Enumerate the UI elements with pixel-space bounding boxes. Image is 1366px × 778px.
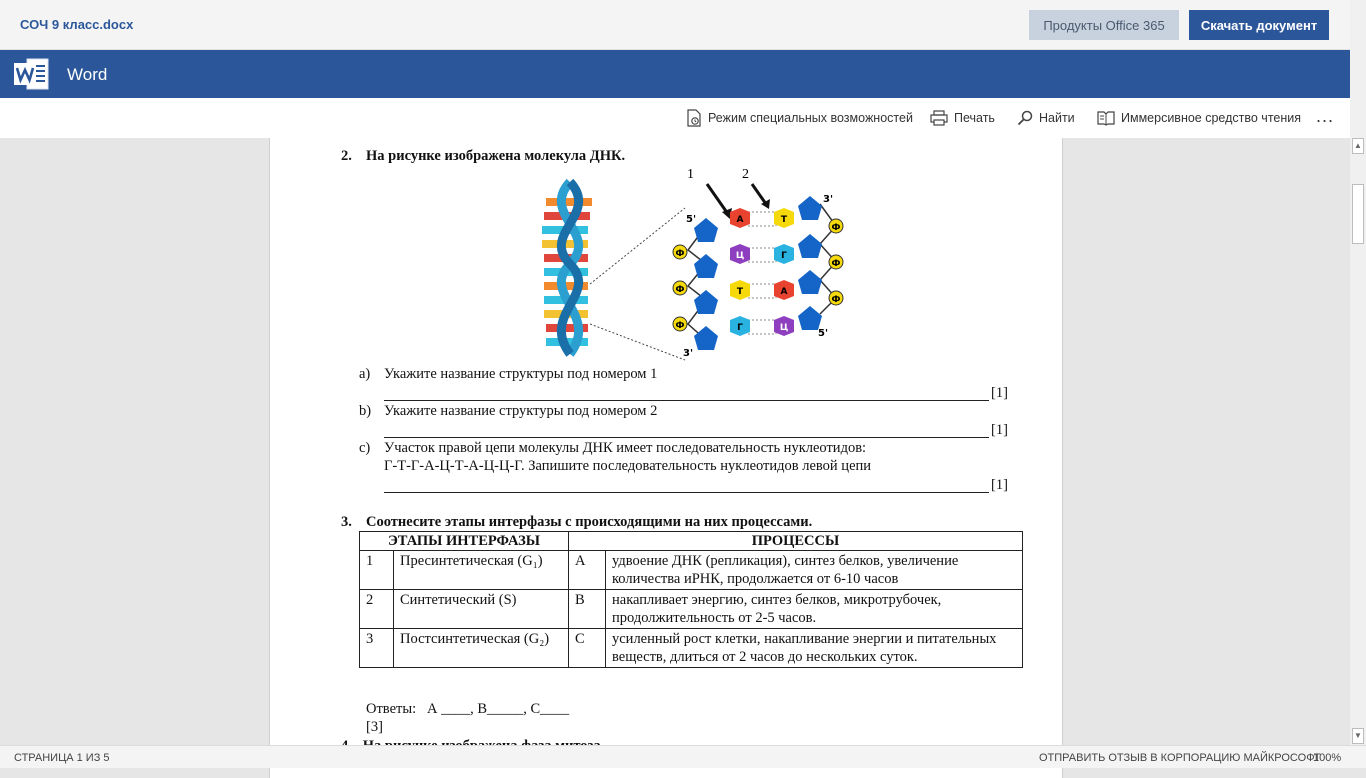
header-processes: ПРОЦЕССЫ [569, 532, 1023, 551]
viewer-toolbar [0, 98, 1350, 138]
base-pair3-left: Т [736, 287, 744, 297]
phosphate-left-3: Ф [675, 321, 685, 331]
row-number: 1 [360, 551, 394, 590]
table-row [360, 590, 1023, 629]
base-pair1-right: Т [780, 215, 788, 225]
question-a-letter: a) [359, 366, 371, 382]
row-number: 3 [360, 629, 394, 668]
find-button[interactable] [1017, 108, 1075, 128]
row-stage: Пресинтетическая (G₁) [394, 551, 569, 590]
word-logo-icon[interactable] [14, 57, 50, 91]
dna-helix-image [542, 182, 592, 354]
base-pair1-left: А [736, 215, 744, 225]
question-b-text: Укажите название структуры под номером 2 [384, 403, 658, 419]
row-letter: B [569, 590, 606, 629]
question-3-text: Соотнесите этапы интерфазы с происходящими на них процессами. [366, 514, 813, 530]
more-options-icon[interactable]: ... [1316, 106, 1335, 126]
scroll-down-icon[interactable]: ▼ [1352, 728, 1364, 744]
accessibility-mode-button[interactable] [686, 108, 913, 128]
answers-score: [3] [366, 719, 383, 735]
immersive-reader-label: Иммерсивное средство чтения [1121, 111, 1302, 125]
question-c-line1: Участок правой цепи молекулы ДНК имеет последовательность нуклеотидов: [384, 440, 867, 456]
dna-molecule-figure [530, 164, 850, 364]
row-stage: Постсинтетическая (G₂) [394, 629, 569, 668]
page-indicator: СТРАНИЦА 1 ИЗ 5 [14, 752, 110, 764]
prime-3-top: 3' [823, 194, 834, 205]
row-letter: C [569, 629, 606, 668]
feedback-link[interactable]: ОТПРАВИТЬ ОТЗЫВ В КОРПОРАЦИЮ МАЙКРОСОФТ [1039, 752, 1321, 764]
document-canvas[interactable] [0, 138, 1350, 745]
zoom-level[interactable]: 100% [1313, 752, 1342, 764]
document-page [269, 138, 1063, 778]
print-label: Печать [954, 111, 995, 125]
answer-line-a [384, 400, 989, 401]
row-process: усиленный рост клетки, накапливание энергии и питательных веществ, длиться от 2 часов до нескольких суток. [606, 629, 1023, 668]
row-letter: A [569, 551, 606, 590]
table-header-row [360, 532, 1023, 551]
printer-icon [930, 110, 948, 126]
row-number: 2 [360, 590, 394, 629]
immersive-reader-icon [1097, 110, 1115, 126]
answer-line-c [384, 492, 989, 493]
answers-line: Ответы: А ____, В_____, С____ [366, 701, 570, 717]
immersive-reader-button[interactable] [1097, 108, 1301, 128]
header-stages: ЭТАПЫ ИНТЕРФАЗЫ [360, 532, 569, 551]
question-a-text: Укажите название структуры под номером 1 [384, 366, 658, 382]
phosphate-left-2: Ф [675, 285, 685, 295]
question-2-number: 2. [341, 148, 352, 164]
app-name: Word [67, 65, 108, 84]
table-row [360, 551, 1023, 590]
question-3-number: 3. [341, 514, 352, 530]
document-name[interactable]: СОЧ 9 класс.docx [20, 17, 134, 32]
question-c-score: [1] [991, 477, 1008, 493]
phosphate-left-1: Ф [675, 249, 685, 259]
table-row [360, 629, 1023, 668]
question-c-line2: Г-Т-Г-А-Ц-Т-А-Ц-Ц-Г. Запишите последовательность нуклеотидов левой цепи [384, 458, 872, 474]
interphase-table [359, 531, 1023, 668]
base-pair2-right: Г [781, 251, 787, 261]
base-pair4-left: Г [737, 323, 743, 333]
vertical-scrollbar[interactable] [1350, 0, 1366, 745]
prime-5-top: 5' [686, 214, 697, 225]
accessibility-icon [686, 109, 702, 127]
find-label: Найти [1039, 111, 1075, 125]
phosphate-right-1: Ф [831, 223, 841, 233]
row-process: удвоение ДНК (репликация), синтез белков, увеличение количества иРНК, продолжается от 6-10 часов [606, 551, 1023, 590]
prime-5-bottom: 5' [818, 328, 829, 339]
prime-3-bottom: 3' [683, 348, 694, 359]
question-a-score: [1] [991, 385, 1008, 401]
base-pair2-left: Ц [735, 251, 745, 261]
download-document-button[interactable]: Скачать документ [1189, 10, 1329, 40]
answer-line-b [384, 437, 989, 438]
row-stage: Синтетический (S) [394, 590, 569, 629]
question-2-text: На рисунке изображена молекула ДНК. [366, 148, 626, 164]
top-bar [0, 0, 1350, 50]
office-products-button[interactable]: Продукты Office 365 [1029, 10, 1179, 40]
figure-label-2: 2 [742, 167, 749, 182]
accessibility-label: Режим специальных возможностей [708, 111, 913, 125]
scroll-thumb[interactable] [1352, 184, 1364, 244]
brand-bar [0, 50, 1350, 98]
search-icon [1017, 110, 1033, 126]
print-button[interactable] [930, 108, 995, 128]
row-process: накапливает энергию, синтез белков, микротрубочек, продолжительность от 2-5 часов. [606, 590, 1023, 629]
base-pair3-right: А [780, 287, 788, 297]
figure-label-1: 1 [687, 167, 694, 182]
status-bar [0, 745, 1366, 768]
question-b-score: [1] [991, 422, 1008, 438]
phosphate-right-3: Ф [831, 295, 841, 305]
base-pair4-right: Ц [779, 323, 789, 333]
scroll-up-icon[interactable]: ▲ [1352, 138, 1364, 154]
phosphate-right-2: Ф [831, 259, 841, 269]
question-b-letter: b) [359, 403, 372, 419]
question-c-letter: c) [359, 440, 371, 456]
